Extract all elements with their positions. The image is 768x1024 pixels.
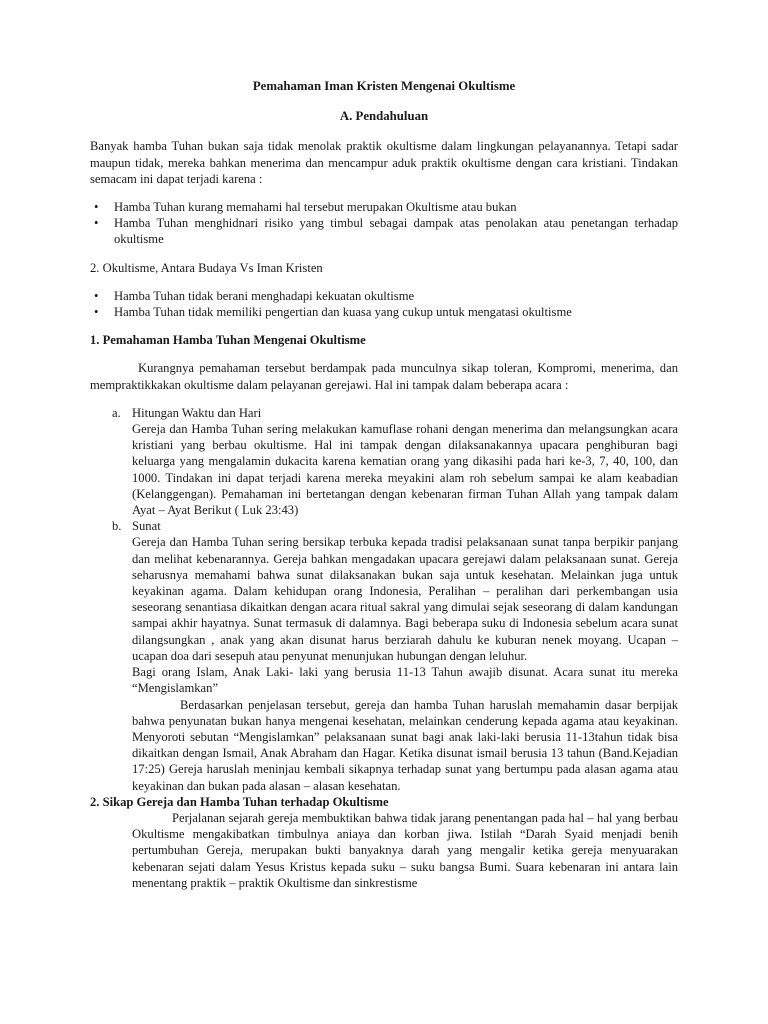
document-content — [90, 70, 678, 891]
item-b-marker: b. — [112, 519, 122, 534]
section-1-paragraph: Kurangnya pemahaman tersebut berdampak pada munculnya sikap toleran, Kompromi, menerima, dan mempraktikkakan okultisme dalam pelayanan gerejawi. Hal ini tampak dalam beberapa acara : — [90, 361, 678, 392]
section-2-paragraph: Perjalanan sejarah gereja membuktikan bahwa tidak jarang penentangan pada hal – hal yang berbau Okultisme mengakibatkan timbulnya aniaya dan korban jiwa. Istilah “Darah Syaid menjadi benih pertumbuhan Gereja, merupakan bukti banyaknya darah yang mengalir ketika gereja menyuarakan kebenaran sejati dalam Yesus Kristus kepada suku – suku bangsa Bumi. Suara kebenaran ini antara lain menentang praktik – praktik Okultisme dan sinkrestisme — [132, 810, 678, 890]
list-item: • Hamba Tuhan tidak berani menghadapi kekuatan okultisme — [94, 288, 415, 303]
item-a-marker: a. — [112, 405, 121, 420]
item-b-body-3: Berdasarkan penjelasan tersebut, gereja dan hamba Tuhan haruslah memahamin dasar berpijak bahwa penyunatan bukan hanya mengenai kesehatan, melainkan cenderung kepada agama atau keyakinan. Menyoroti sebutan “Mengislamkan” pelaksanaan sunat bagi anak laki-laki berusia 11-13tahun tidak bisa dikaitkan dengan Ismail, Anak Abraham dan Hagar. Ketika disunat ismail berusia 13 tahun (Band.Kejadian 17:25) Gereja haruslah meninjau kembali sikapnya terhadap sunat yang bertumpu pada alasan agama atau keyakinan dan bukan pada alasan – alasan kesehatan. — [132, 697, 678, 793]
item-a — [90, 405, 678, 518]
document-title: Pemahaman Iman Kristen Mengenai Okultisme — [252, 79, 516, 93]
bullet-list-1 — [90, 199, 678, 248]
section-1-heading: 1. Pemahaman Hamba Tuhan Mengenai Okultisme — [90, 333, 366, 348]
item-b-body-2: Bagi orang Islam, Anak Laki- laki yang berusia 11-13 Tahun awajib disunat. Acara sunat itu mereka “Mengislamkan” — [132, 665, 678, 696]
item-b-body: Gereja dan Hamba Tuhan sering bersikap terbuka kepada tradisi pelaksanaan sunat tanpa berpikir panjang dan melihat kebenarannya. Gereja bahkan mengadakan upacara gerejawi dalam pelaksanaan sunat. Gereja seharusnya memahami bahwa sunat dilaksanakan bukan saja untuk kesehatan. Melainkan juga untuk keyakinan agama. Dalam kehidupan orang Indonesia, Peralihan – peralihan dari perkembangan usia seseorang senantiasa dikaitkan dengan acara ritual sakral yang dimulai sejak seseorang di dalam kandungan sampai akhir hayatnya. Sunat termasuk di dalamnya. Bagi beberapa suku di Indonesia sebelum acara sunat dilangsungkan , anak yang akan disunat harus berziarah dahulu ke kuburan nenek moyang. Ucapan – ucapan doa dari sesepuh atau penyunat menunjukan hubungan dengan leluhur. — [132, 535, 678, 663]
section-a-heading: A. Pendahuluan — [339, 109, 429, 124]
list-item: • Hamba Tuhan menghidnari risiko yang timbul sebagai dampak atas penolakan atau penetangan terhadap okultisme — [94, 216, 678, 247]
item-a-title: Hitungan Waktu dan Hari — [132, 405, 262, 420]
subheading-line: 2. Okultisme, Antara Budaya Vs Iman Kristen — [90, 260, 323, 275]
bullet-icon: • — [94, 288, 99, 303]
section-2-heading: 2. Sikap Gereja dan Hamba Tuhan terhadap Okultisme — [90, 794, 389, 809]
list-item: • Hamba Tuhan kurang memahami hal tersebut merupakan Okultisme atau bukan — [94, 200, 517, 215]
bullet-icon: • — [94, 216, 99, 231]
item-b — [90, 518, 678, 793]
list-item: • Hamba Tuhan tidak memiliki pengertian dan kuasa yang cukup untuk mengatasi okultisme — [94, 305, 572, 320]
intro-paragraph: Banyak hamba Tuhan bukan saja tidak menolak praktik okultisme dalam lingkungan pelayanannya. Tetapi sadar maupun tidak, mereka bahkan menerima dan mencampur aduk praktik okultisme dengan cara kristiani. Tindakan semacam ini dapat terjadi karena : — [90, 139, 678, 186]
item-a-body: Gereja dan Hamba Tuhan sering melakukan kamuflase rohani dengan menerima dan melangsungkan acara kristiani yang berbau okultisme. Hal ini tampak dengan dilaksanakannya upacara penghiburan bagi keluarga yang mengalamin dukacita karena kematian orang yang dikasihi pada hari ke-3, 7, 40, 100, dan 1000. Tindakan ini dapat terjadi karena mereka meyakini alam roh sebelum sampai ke alam keabadian (Kelanggengan). Pemahaman ini bertetangan dengan kebenaran firman Tuhan Allah yang tampak dalam Ayat – Ayat Berikut ( Luk 23:43) — [132, 422, 678, 518]
bullet-icon: • — [94, 200, 99, 215]
item-b-title: Sunat — [132, 519, 161, 534]
bullet-list-2 — [90, 288, 678, 320]
bullet-icon: • — [94, 305, 99, 320]
